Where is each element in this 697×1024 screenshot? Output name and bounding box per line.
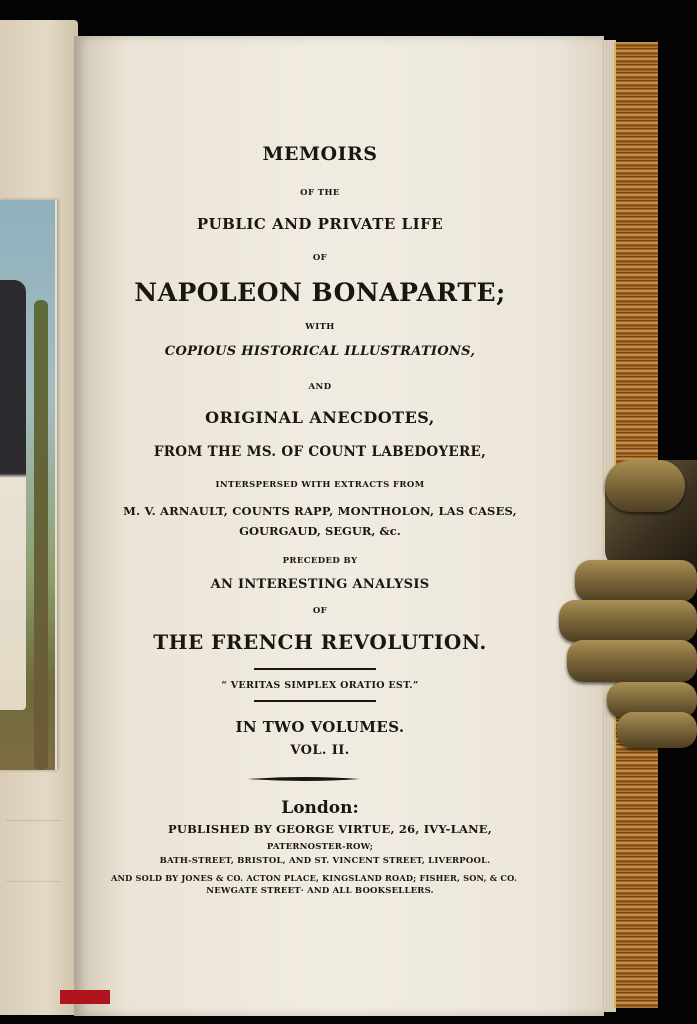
- title-volume-number: VOL. II.: [290, 743, 350, 758]
- left-page: [0, 20, 78, 1015]
- ribbon-marker: [60, 990, 110, 1004]
- portrait-figure: [0, 280, 26, 710]
- title-public-private: PUBLIC AND PRIVATE LIFE: [196, 215, 444, 233]
- title-arnault: M. V. ARNAULT, COUNTS RAPP, MONTHOLON, LAS CASES,: [123, 504, 517, 518]
- holding-hand: [555, 460, 697, 750]
- title-of-2: OF: [312, 606, 328, 616]
- title-gourgaud: GOURGAUD, SEGUR, &c.: [239, 524, 401, 538]
- rule-bottom: [254, 700, 376, 702]
- title-analysis: AN INTERESTING ANALYSIS: [210, 577, 430, 592]
- rule-top: [254, 668, 376, 670]
- imprint-newgate: NEWGATE STREET· AND ALL BOOKSELLERS.: [206, 886, 434, 896]
- imprint-sold-by: AND SOLD BY JONES & CO. ACTON PLACE, KINGSLAND ROAD; FISHER, SON, & CO.: [110, 873, 518, 883]
- swelled-rule: [248, 776, 360, 782]
- thumb: [605, 460, 685, 512]
- finger-1: [575, 560, 697, 602]
- frontispiece-plate: [0, 200, 57, 770]
- title-and: AND: [308, 382, 332, 392]
- title-memoirs: MEMOIRS: [262, 143, 378, 165]
- title-preceded: PRECEDED BY: [282, 556, 358, 566]
- imprint-paternoster: PATERNOSTER-ROW;: [266, 842, 374, 852]
- title-of: OF: [312, 253, 328, 263]
- title-of-the: OF THE: [300, 188, 340, 198]
- plate-tree: [34, 300, 48, 770]
- title-copious: COPIOUS HISTORICAL ILLUSTRATIONS,: [164, 344, 476, 359]
- title-volumes: IN TWO VOLUMES.: [235, 718, 405, 736]
- title-revolution: THE FRENCH REVOLUTION.: [153, 630, 487, 654]
- finger-3: [567, 640, 697, 682]
- title-motto: “ VERITAS SIMPLEX ORATIO EST.”: [221, 680, 419, 691]
- imprint-publisher: PUBLISHED BY GEORGE VIRTUE, 26, IVY-LANE,: [168, 822, 492, 836]
- finger-5: [617, 712, 697, 748]
- finger-2: [559, 600, 697, 642]
- left-page-marks: [6, 820, 61, 882]
- imprint-city: London:: [281, 798, 359, 818]
- title-from-ms: FROM THE MS. OF COUNT LABEDOYERE,: [153, 444, 487, 460]
- imprint-bath-street: BATH-STREET, BRISTOL, AND ST. VINCENT STREET, LIVERPOOL.: [159, 856, 491, 866]
- title-interspersed: INTERSPERSED WITH EXTRACTS FROM: [215, 480, 425, 490]
- title-with: WITH: [305, 322, 335, 332]
- title-original: ORIGINAL ANECDOTES,: [205, 408, 435, 427]
- title-napoleon: NAPOLEON BONAPARTE;: [134, 278, 506, 307]
